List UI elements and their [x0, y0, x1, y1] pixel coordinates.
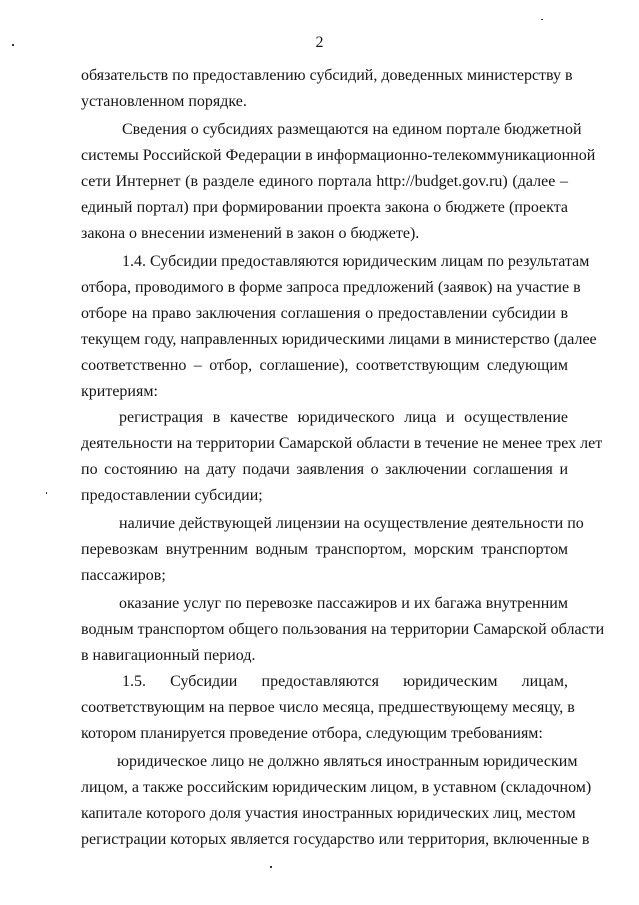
- text-line: единый портал) при формировании проекта закона о бюджете (проекта: [81, 199, 568, 216]
- text-line: лицом, а также российским юридическим лицом, в уставном (складочном): [81, 779, 592, 796]
- text-line: оказание услуг по перевозке пассажиров и их багажа внутренним: [119, 595, 568, 612]
- scan-speck: [541, 19, 543, 20]
- text-line: отбора, проводимого в форме запроса предложений (заявок) на участие в: [81, 279, 581, 296]
- text-line: системы Российской Федерации в информационно-телекоммуникационной: [81, 147, 596, 164]
- text-line: текущем году, направленных юридическими лицами в министерство (далее: [81, 331, 597, 348]
- text-line: в навигационный период.: [81, 647, 256, 664]
- text-line: сети Интернет (в разделе единого портала http://budget.gov.ru) (далее –: [81, 173, 568, 190]
- text-line: 1.4. Субсидии предоставляются юридическим лицам по результатам: [122, 253, 590, 270]
- text-line: капитале которого доля участия иностранных юридических лиц, местом: [81, 805, 576, 822]
- text-line: соответствующим на первое число месяца, предшествующему месяцу, в: [81, 699, 575, 716]
- page-number: 2: [315, 34, 324, 51]
- text-line: регистрации которых является государство или территория, включенные в: [81, 831, 590, 848]
- text-line: установленном порядке.: [81, 93, 247, 110]
- text-line: деятельности на территории Самарской области в течение не менее трех лет: [81, 435, 603, 452]
- text-line: по состоянию на дату подачи заявления о заключении соглашения и: [81, 461, 568, 478]
- text-line: регистрация в качестве юридического лица и осуществление: [119, 409, 568, 426]
- text-line: отборе на право заключения соглашения о предоставлении субсидии в: [81, 305, 568, 322]
- text-line: перевозкам внутренним водным транспортом, морским транспортом: [81, 541, 568, 558]
- text-line: обязательств по предоставлению субсидий, доведенных министерству в: [81, 67, 573, 84]
- text-line: соответственно – отбор, соглашение), соответствующим следующим: [81, 357, 568, 374]
- text-line: предоставлении субсидии;: [81, 487, 263, 504]
- text-line: критериям:: [81, 383, 158, 400]
- text-line: Сведения о субсидиях размещаются на едином портале бюджетной: [122, 121, 582, 138]
- text-line: пассажиров;: [81, 567, 166, 584]
- scan-speck: [46, 492, 47, 494]
- scan-speck: [270, 866, 272, 868]
- text-line: водным транспортом общего пользования на территории Самарской области: [81, 621, 605, 638]
- text-line: 1.5. Субсидии предоставляются юридическим лицам,: [122, 673, 568, 690]
- scan-speck: [12, 44, 14, 46]
- text-line: закона о внесении изменений в закон о бюджете).: [81, 225, 420, 242]
- text-line: котором планируется проведение отбора, следующим требованиям:: [81, 725, 543, 742]
- text-line: наличие действующей лицензии на осуществление деятельности по: [119, 515, 584, 532]
- text-line: юридическое лицо не должно являться иностранным юридическим: [117, 753, 578, 770]
